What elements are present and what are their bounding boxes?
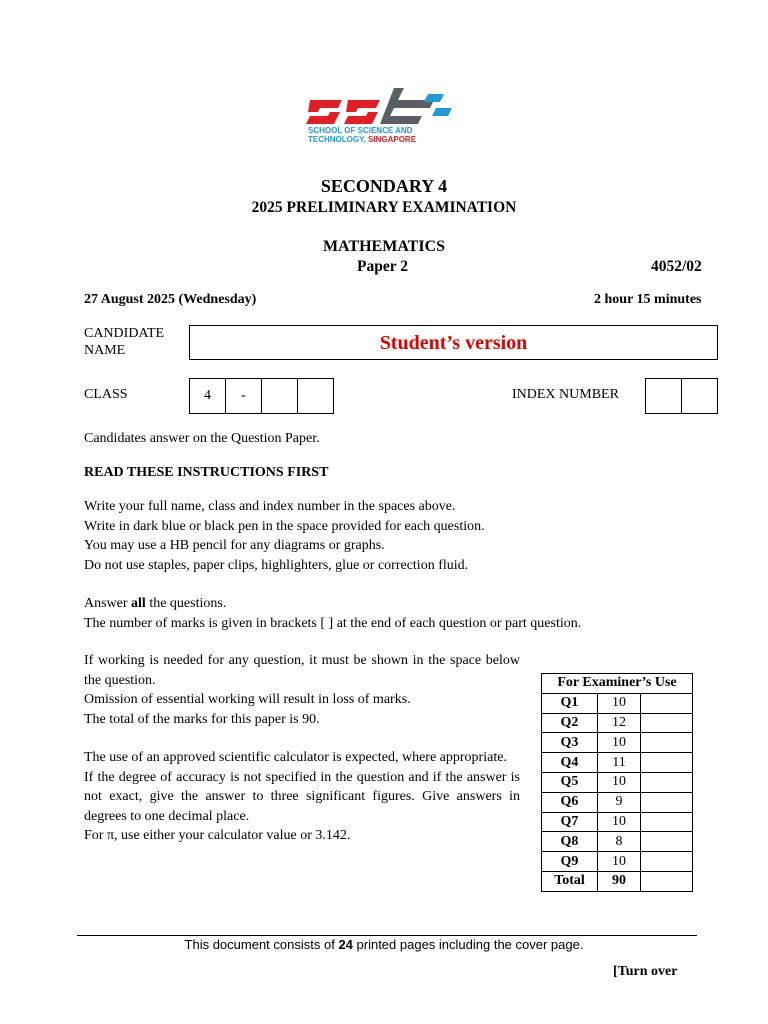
question-cell: Q5	[542, 772, 598, 792]
class-cell[interactable]: 4	[189, 378, 226, 414]
instructions-block4	[84, 748, 520, 846]
subject-title: MATHEMATICS	[322, 238, 446, 255]
pi-line: For π, use either your calculator value or 3.142.	[84, 828, 351, 843]
page-count-note	[0, 937, 768, 952]
index-cell[interactable]	[645, 378, 682, 414]
marks-cell: 10	[598, 812, 641, 832]
candidate-label-line1: CANDIDATE	[84, 326, 165, 341]
instruction-line: Do not use staples, paper clips, highlighters, glue or correction fluid.	[84, 557, 469, 573]
total-row	[542, 871, 693, 891]
class-cell[interactable]	[297, 378, 334, 414]
score-cell	[641, 733, 693, 753]
index-number-label: INDEX NUMBER	[512, 387, 619, 402]
class-cell[interactable]: -	[225, 378, 262, 414]
score-cell	[641, 812, 693, 832]
examiner-table-title: For Examiner’s Use	[542, 674, 693, 694]
logo-line1: SCHOOL OF SCIENCE AND	[308, 126, 413, 135]
paper-number: Paper 2	[357, 258, 408, 275]
index-boxes	[645, 378, 718, 414]
score-cell	[641, 713, 693, 733]
question-cell: Q2	[542, 713, 598, 733]
total-label-cell: Total	[542, 871, 598, 891]
level-title: SECONDARY 4	[320, 176, 448, 196]
instruction-line: Write in dark blue or black pen in the space provided for each question.	[84, 518, 485, 534]
instructions-heading: READ THESE INSTRUCTIONS FIRST	[84, 465, 329, 480]
footer-pages: 24	[338, 937, 353, 952]
exam-duration: 2 hour 15 minutes	[594, 292, 702, 307]
question-cell: Q7	[542, 812, 598, 832]
logo-line2b: SINGAPORE	[368, 135, 417, 144]
class-boxes	[189, 378, 334, 414]
instructions-block3	[84, 651, 520, 729]
logo-line2	[308, 135, 417, 144]
score-cell	[641, 772, 693, 792]
table-row	[542, 693, 693, 713]
total-score-cell	[641, 871, 693, 891]
answer-pre: Answer	[84, 596, 132, 611]
school-logo	[306, 84, 456, 144]
marks-cell: 10	[598, 772, 641, 792]
paper-code: 4052/02	[651, 258, 702, 275]
score-cell	[641, 852, 693, 872]
marks-cell: 10	[598, 852, 641, 872]
table-row	[542, 812, 693, 832]
working-line: If working is needed for any question, it must be shown in the space below the question.	[84, 653, 520, 688]
total-marks-line: The total of the marks for this paper is 90.	[84, 711, 320, 727]
question-cell: Q1	[542, 693, 598, 713]
table-row	[542, 753, 693, 773]
table-row	[542, 792, 693, 812]
score-cell	[641, 753, 693, 773]
accuracy-line: If the degree of accuracy is not specified in the question and if the answer is not exact, give the answer to three significant figures. Give answers in degrees to one decimal place.	[84, 769, 520, 824]
total-value-cell: 90	[598, 871, 641, 891]
table-row	[542, 772, 693, 792]
exam-title: 2025 PRELIMINARY EXAMINATION	[251, 199, 517, 216]
answer-bold: all	[131, 596, 146, 611]
marks-cell: 10	[598, 733, 641, 753]
answer-on-paper: Candidates answer on the Question Paper.	[84, 431, 320, 446]
answer-all-line	[84, 594, 581, 614]
candidate-name-field[interactable]	[189, 325, 718, 360]
calculator-line: The use of an approved scientific calculator is expected, where appropriate.	[84, 750, 507, 765]
answer-post: the questions.	[145, 596, 227, 611]
exam-date: 27 August 2025 (Wednesday)	[84, 292, 257, 307]
footer-pre: This document consists of	[184, 937, 339, 952]
table-row	[542, 852, 693, 872]
class-label: CLASS	[84, 387, 128, 402]
class-cell[interactable]	[261, 378, 298, 414]
table-row	[542, 832, 693, 852]
question-cell: Q9	[542, 852, 598, 872]
question-cell: Q3	[542, 733, 598, 753]
candidate-name-label	[84, 325, 164, 359]
marks-line: The number of marks is given in brackets [ ] at the end of each question or part question.	[84, 615, 582, 631]
score-cell	[641, 792, 693, 812]
question-cell: Q4	[542, 753, 598, 773]
question-cell: Q8	[542, 832, 598, 852]
candidate-name-value: Student’s version	[379, 332, 528, 354]
score-cell	[641, 693, 693, 713]
omission-line: Omission of essential working will result in loss of marks.	[84, 692, 411, 707]
score-cell	[641, 832, 693, 852]
marks-cell: 11	[598, 753, 641, 773]
examiner-table	[541, 673, 693, 892]
question-cell: Q6	[542, 792, 598, 812]
marks-cell: 10	[598, 693, 641, 713]
table-row	[542, 713, 693, 733]
instruction-line: Write your full name, class and index number in the spaces above.	[84, 499, 456, 514]
sst-logo-mark	[306, 84, 456, 144]
candidate-label-line2: NAME	[84, 343, 126, 358]
instruction-line: You may use a HB pencil for any diagrams or graphs.	[84, 538, 385, 553]
index-cell[interactable]	[681, 378, 718, 414]
instructions-block1	[84, 497, 485, 575]
footer-divider	[77, 935, 697, 936]
footer-post: printed pages including the cover page.	[352, 937, 584, 952]
marks-cell: 12	[598, 713, 641, 733]
table-row	[542, 733, 693, 753]
turn-over: [Turn over	[613, 964, 678, 979]
marks-cell: 9	[598, 792, 641, 812]
marks-cell: 8	[598, 832, 641, 852]
logo-line2a: TECHNOLOGY,	[308, 135, 369, 144]
instructions-block2	[84, 594, 581, 633]
